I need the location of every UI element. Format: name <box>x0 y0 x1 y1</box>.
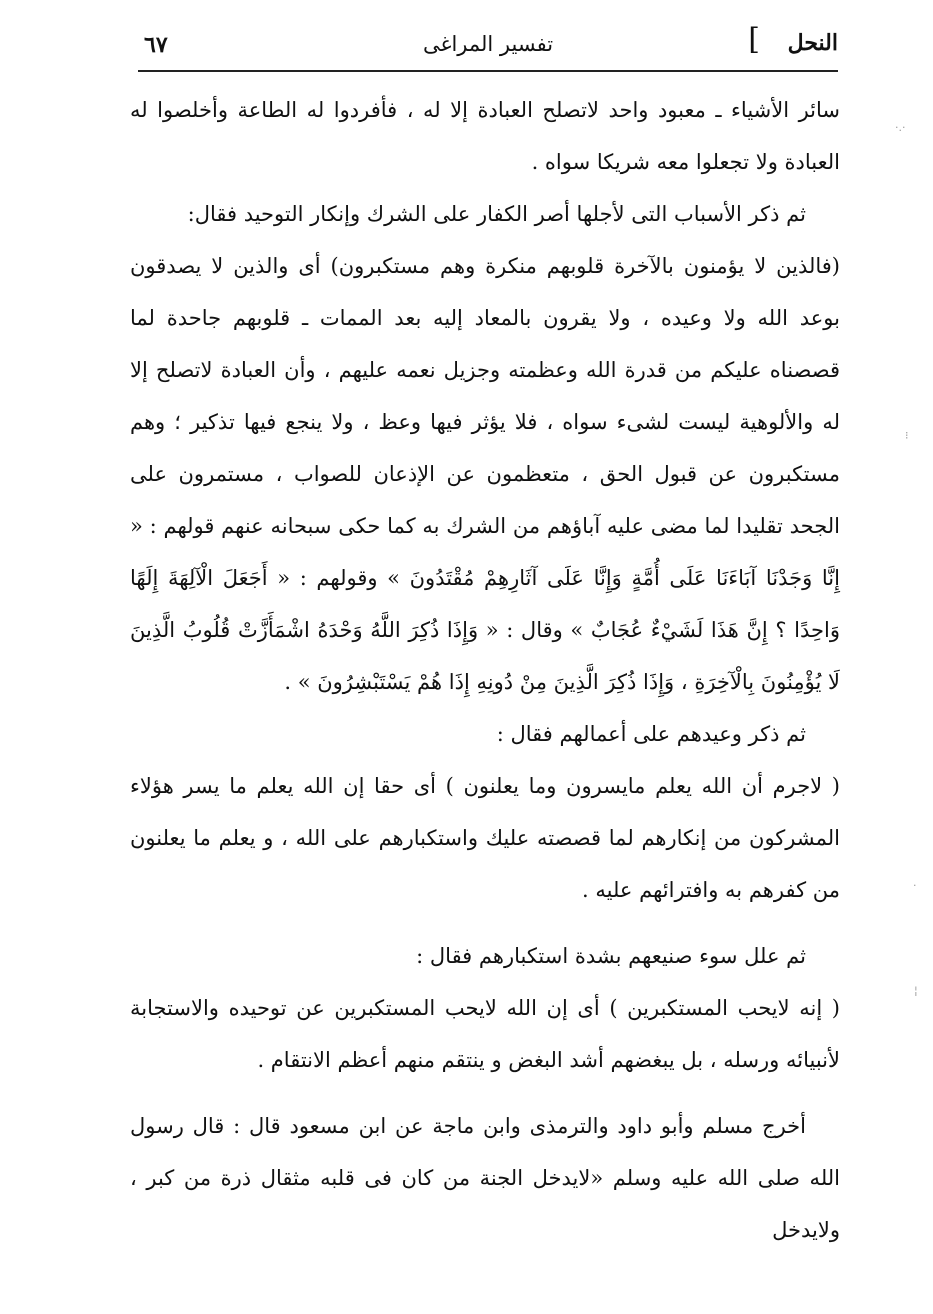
surah-name: النحل <box>787 30 838 56</box>
paragraph: ( إنه لايحب المستكبرين ) أى إن الله لايحب المستكبرين عن توحيده والاستجابة لأنبيائه ورسله ، بل يبغضهم أشد البغض و ينتقم منهم أعظم الانتقام . <box>130 996 840 1072</box>
header-rule <box>138 70 838 72</box>
page-header <box>138 22 838 72</box>
paragraph: سائر الأشياء ـ معبود واحد لاتصلح العبادة إلا له ، فأفردوا له الطاعة وأخلصوا له العبادة ولا تجعلوا معه شريكا سواه . <box>130 98 840 174</box>
paragraph: أخرج مسلم وأبو داود والترمذى وابن ماجة عن ابن مسعود قال : قال رسول الله صلى الله عليه وسلم «لايدخل الجنة من كان فى قلبه مثقال ذرة من كبر ، ولايدخل <box>130 1114 840 1242</box>
paragraph: ثم ذكر وعيدهم على أعمالهم فقال : <box>496 722 806 746</box>
book-title: تفسير المراغى <box>422 32 554 56</box>
paragraph: ( لاجرم أن الله يعلم مايسرون وما يعلنون ) أى حقا إن الله يعلم ما يسر هؤلاء المشركون من إنكارهم لما قصصته عليك واستكبارهم على الله ، و يعلم ما يعلنون من كفرهم به وافترائهم عليه . <box>130 774 840 902</box>
margin-speck: ·.· <box>895 121 906 134</box>
paragraph: (فالذين لا يؤمنون بالآخرة قلوبهم منكرة وهم مستكبرون) أى والذين لا يصدقون بوعد الله ولا وعيده ، ولا يقرون بالمعاد إليه بعد الممات ـ قلوبهم جاحدة لما قصصناه عليكم من قدرة الله وعظمته وجزيل نعمه عليهم ، وأن العبادة لاتصلح إلا له والألوهية ليست لشىء سواه ، فلا يؤثر فيها وعظ ، ولا ينجع فيها تذكير ؛ وهم مستكبرون عن قبول الحق ، متعظمون عن الإذعان للصواب ، مستمرون على الجحد تقليدا لما مضى عليه آباؤهم من الشرك به كما حكى سبحانه عنهم قولهم : « إِنَّا وَجَدْنَا آبَاءَنَا عَلَى أُمَّةٍ وَإِنَّا عَلَى آثَارِهِمْ مُقْتَدُونَ » وقولهم : « أَجَعَلَ الْآلِهَةَ إِلَهًا وَاحِدًا ؟ إِنَّ هَذَا لَشَيْءٌ عُجَابٌ » وقال : « وَإِذَا ذُكِرَ اللَّهُ وَحْدَهُ اشْمَأَزَّتْ قُلُوبُ الَّذِينَ لَا يُؤْمِنُونَ بِالْآخِرَةِ ، وَإِذَا ذُكِرَ الَّذِينَ مِنْ دُونِهِ إِذَا هُمْ يَسْتَبْشِرُونَ » . <box>130 254 840 694</box>
margin-speck: ⁝ <box>905 429 909 442</box>
page-body <box>130 84 840 1256</box>
page-number: ٦٧ <box>144 32 168 58</box>
header-bracket: ] <box>748 22 760 57</box>
margin-speck: · <box>913 879 917 892</box>
margin-speck: ¦ <box>914 984 918 997</box>
paragraph: ثم ذكر الأسباب التى لأجلها أصر الكفار على الشرك وإنكار التوحيد فقال: <box>187 202 806 226</box>
paragraph: ثم علل سوء صنيعهم بشدة استكبارهم فقال : <box>416 944 806 968</box>
